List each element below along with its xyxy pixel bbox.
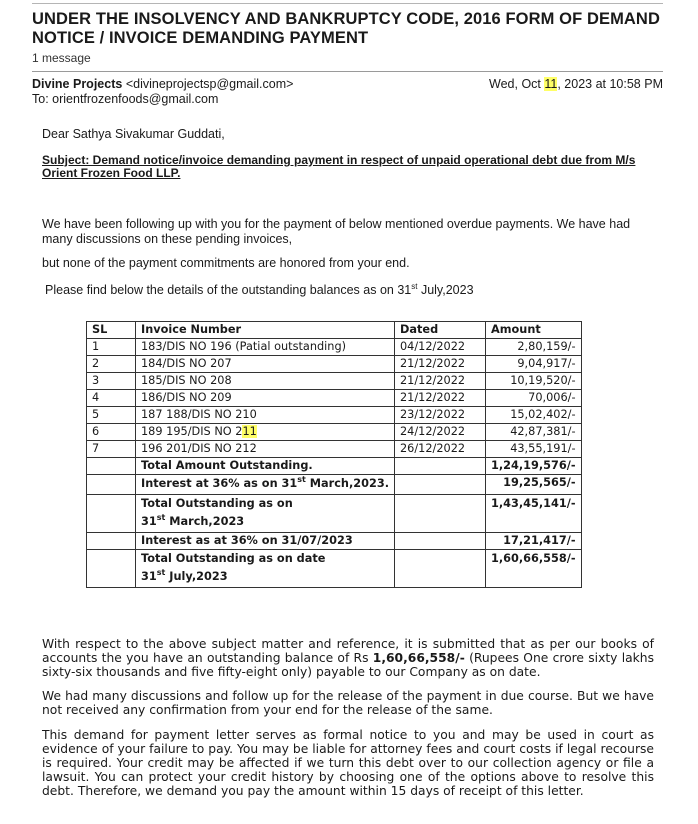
cell-amount: 9,04,917/- bbox=[486, 356, 582, 373]
interest-value: 17,21,417/- bbox=[486, 533, 582, 550]
cell-sl: 3 bbox=[87, 373, 136, 390]
email-subject: UNDER THE INSOLVENCY AND BANKRUPTCY CODE, 2016 FORM OF DEMAND NOTICE / INVOICE DEMANDING PAYMENT bbox=[32, 10, 660, 47]
date-highlight: 11 bbox=[544, 77, 558, 91]
cell-date: 04/12/2022 bbox=[395, 339, 486, 356]
cell-sl: 1 bbox=[87, 339, 136, 356]
recipient: To: orientfrozenfoods@gmail.com bbox=[32, 92, 219, 106]
cell-invoice: 196 201/DIS NO 212 bbox=[136, 441, 395, 458]
sender-row bbox=[32, 77, 663, 91]
balance-suffix: (Rupees One crore sixty lakhs sixty-six thousands and five fifty-eight only) payable to our Company as on date. bbox=[42, 651, 654, 679]
outstanding-sup: st bbox=[156, 568, 166, 578]
cell-sl: 6 bbox=[87, 424, 136, 441]
cell-empty bbox=[395, 533, 486, 550]
outstanding-suffix: July,2023 bbox=[165, 570, 228, 583]
cell-invoice: 184/DIS NO 207 bbox=[136, 356, 395, 373]
interest-suffix: March,2023. bbox=[305, 477, 389, 490]
outstanding-prefix: 31 bbox=[141, 515, 157, 528]
table-row bbox=[87, 390, 582, 407]
cell-date: 21/12/2022 bbox=[395, 373, 486, 390]
salutation: Dear Sathya Sivakumar Guddati, bbox=[42, 127, 225, 141]
details-sup: st bbox=[411, 281, 418, 291]
email-date bbox=[489, 77, 663, 91]
table-row bbox=[87, 373, 582, 390]
invoice-text: 189 195/DIS NO 2 bbox=[141, 425, 243, 438]
date-prefix: Wed, Oct bbox=[489, 77, 545, 91]
interest-sup: st bbox=[297, 475, 306, 485]
paragraph-commitments: but none of the payment commitments are honored from your end. bbox=[42, 256, 410, 270]
invoice-table bbox=[86, 321, 582, 588]
cell-empty bbox=[87, 533, 136, 550]
cell-sl: 4 bbox=[87, 390, 136, 407]
letter-subject: Subject: Demand notice/invoice demanding payment in respect of unpaid operational debt due from M/s Orient Frozen Food LLP. bbox=[42, 153, 636, 180]
cell-invoice: 186/DIS NO 209 bbox=[136, 390, 395, 407]
paragraph-formal-notice: This demand for payment letter serves as formal notice to you and may be used in court as evidence of your failure to pay. You may be liable for attorney fees and court costs if legal recourse is required. Your credit may be affected if we turn this debt over to our collection agency or file a lawsuit. You can protect your credit history by choosing one of the options above to resolve this debt. Therefore, we demand you pay the amount within 15 days of receipt of this letter. bbox=[42, 728, 654, 798]
cell-date: 26/12/2022 bbox=[395, 441, 486, 458]
cell-empty bbox=[395, 550, 486, 588]
outstanding-suffix: March,2023 bbox=[165, 515, 245, 528]
cell-sl: 2 bbox=[87, 356, 136, 373]
cell-invoice bbox=[136, 424, 395, 441]
interest-label: Interest as at 36% on 31/07/2023 bbox=[136, 533, 395, 550]
paragraph-balance bbox=[42, 637, 654, 679]
cell-empty bbox=[87, 475, 136, 495]
cell-sl: 5 bbox=[87, 407, 136, 424]
outstanding-line2 bbox=[141, 567, 389, 587]
table-header-row bbox=[87, 322, 582, 339]
outstanding-value: 1,43,45,141/- bbox=[486, 495, 582, 533]
balance-prefix: With respect to the above subject matter and reference, it is submitted that as per our books of accounts the you have an outstanding balance of Rs bbox=[42, 637, 654, 665]
outstanding-value: 1,60,66,558/- bbox=[486, 550, 582, 588]
details-prefix: Please find below the details of the outstanding balances as on 31 bbox=[45, 283, 412, 297]
balance-amount: 1,60,66,558/- bbox=[372, 651, 465, 665]
sender bbox=[32, 77, 293, 91]
outstanding-label bbox=[136, 550, 395, 588]
interest-label bbox=[136, 475, 395, 495]
outstanding-prefix: 31 bbox=[141, 570, 157, 583]
paragraph-discussions: We had many discussions and follow up for the release of the payment in due course. But we have not received any confirmation from your end for the release of the same. bbox=[42, 689, 654, 717]
invoice-highlight: 11 bbox=[242, 425, 257, 438]
cell-empty bbox=[87, 458, 136, 475]
table-row bbox=[87, 441, 582, 458]
cell-amount: 42,87,381/- bbox=[486, 424, 582, 441]
cell-amount: 2,80,159/- bbox=[486, 339, 582, 356]
cell-empty bbox=[395, 495, 486, 533]
table-row bbox=[87, 407, 582, 424]
date-suffix: , 2023 at 10:58 PM bbox=[557, 77, 663, 91]
cell-invoice: 187 188/DIS NO 210 bbox=[136, 407, 395, 424]
cell-empty bbox=[395, 475, 486, 495]
table-row bbox=[87, 356, 582, 373]
outstanding-line2 bbox=[141, 512, 389, 532]
outstanding-line1: Total Outstanding as on date bbox=[141, 552, 326, 565]
cell-amount: 15,02,402/- bbox=[486, 407, 582, 424]
cell-amount: 43,55,191/- bbox=[486, 441, 582, 458]
interest-prefix: Interest at 36% as on 31 bbox=[141, 477, 298, 490]
cell-date: 21/12/2022 bbox=[395, 356, 486, 373]
cell-sl: 7 bbox=[87, 441, 136, 458]
header-dated: Dated bbox=[395, 322, 486, 339]
email-header bbox=[32, 0, 663, 106]
details-suffix: July,2023 bbox=[417, 283, 474, 297]
header-divider bbox=[32, 71, 663, 72]
header-sl: SL bbox=[87, 322, 136, 339]
message-count: 1 message bbox=[32, 51, 91, 65]
interest-row bbox=[87, 533, 582, 550]
header-amount: Amount bbox=[486, 322, 582, 339]
interest-value: 19,25,565/- bbox=[486, 475, 582, 495]
cell-amount: 10,19,520/- bbox=[486, 373, 582, 390]
header-invoice-number: Invoice Number bbox=[136, 322, 395, 339]
table-row bbox=[87, 424, 582, 441]
cell-empty bbox=[87, 495, 136, 533]
sender-email[interactable]: <divineprojectsp@gmail.com> bbox=[125, 77, 294, 91]
cell-invoice: 183/DIS NO 196 (Patial outstanding) bbox=[136, 339, 395, 356]
top-divider bbox=[32, 3, 663, 4]
total-value: 1,24,19,576/- bbox=[486, 458, 582, 475]
outstanding-sup: st bbox=[156, 513, 166, 523]
interest-row bbox=[87, 475, 582, 495]
sender-name[interactable]: Divine Projects bbox=[32, 77, 123, 91]
cell-amount: 70,006/- bbox=[486, 390, 582, 407]
paragraph-details bbox=[45, 283, 657, 298]
cell-empty bbox=[87, 550, 136, 588]
cell-date: 23/12/2022 bbox=[395, 407, 486, 424]
cell-date: 21/12/2022 bbox=[395, 390, 486, 407]
table-row bbox=[87, 339, 582, 356]
outstanding-row bbox=[87, 495, 582, 533]
total-row bbox=[87, 458, 582, 475]
outstanding-row bbox=[87, 550, 582, 588]
outstanding-line1: Total Outstanding as on bbox=[141, 497, 293, 510]
cell-date: 24/12/2022 bbox=[395, 424, 486, 441]
total-label: Total Amount Outstanding. bbox=[136, 458, 395, 475]
outstanding-label bbox=[136, 495, 395, 533]
cell-invoice: 185/DIS NO 208 bbox=[136, 373, 395, 390]
cell-empty bbox=[395, 458, 486, 475]
paragraph-followup: We have been following up with you for the payment of below mentioned overdue payments. We have had many discussions on these pending invoices, bbox=[42, 217, 631, 246]
